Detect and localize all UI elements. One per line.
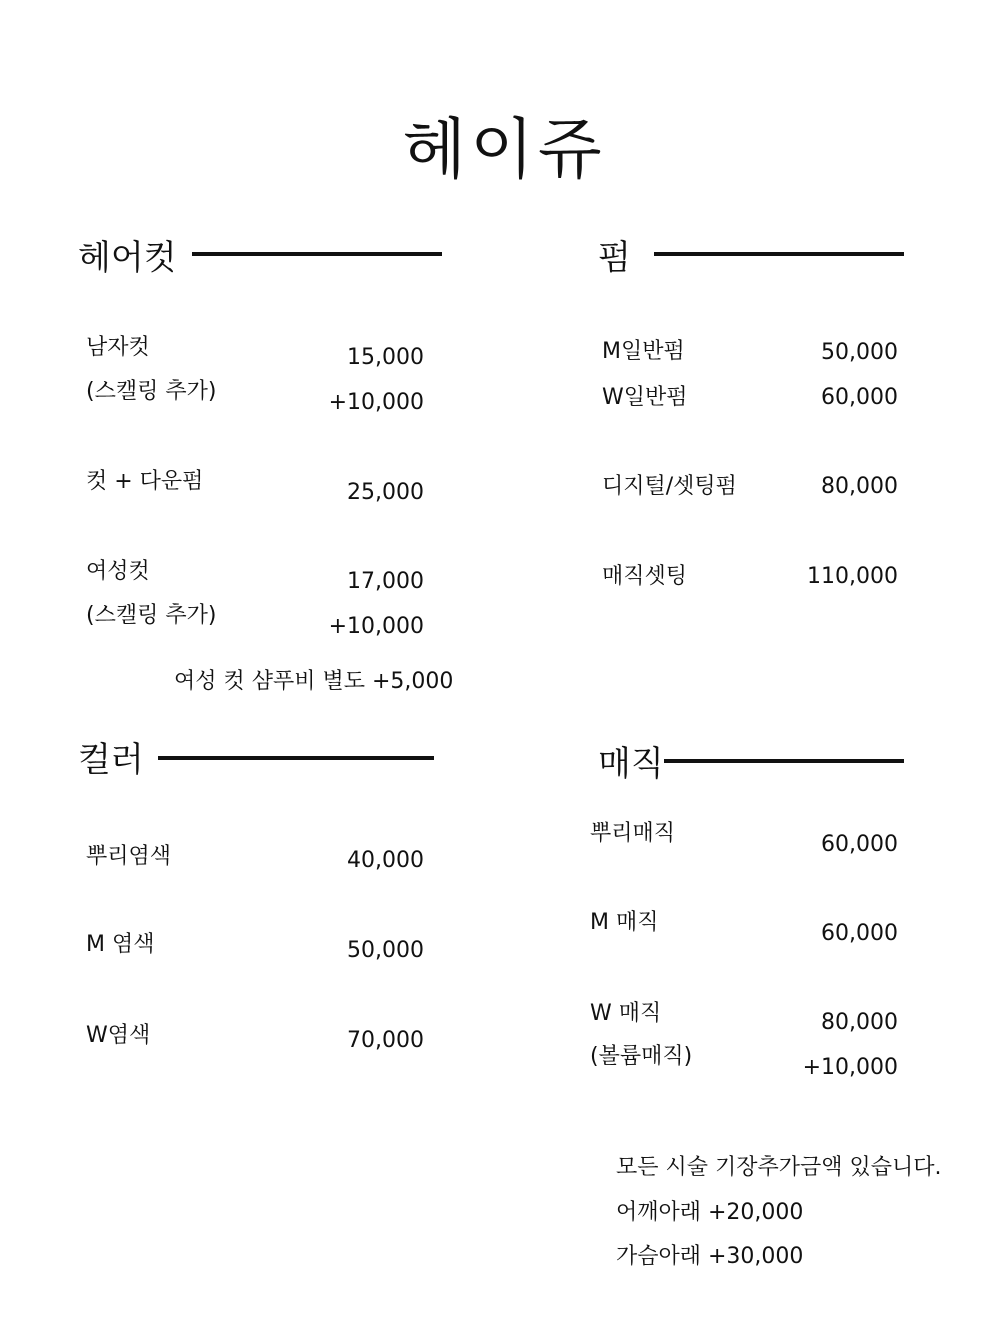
magic-rule bbox=[664, 759, 904, 763]
haircut-heading: 헤어컷 bbox=[78, 238, 177, 278]
w-dye-price: 70,000 bbox=[347, 1028, 424, 1053]
women-cut-label: 여성컷 bbox=[86, 559, 150, 584]
m-dye-price: 50,000 bbox=[347, 938, 424, 963]
digital-perm-label: 디지털/셋팅펌 bbox=[602, 474, 737, 499]
m-perm-price: 50,000 bbox=[821, 340, 898, 365]
volume-magic-price: +10,000 bbox=[802, 1055, 898, 1080]
color-rule bbox=[158, 756, 434, 760]
magic-heading: 매직 bbox=[598, 744, 664, 784]
cut-downperm-label: 컷 + 다운펌 bbox=[86, 469, 204, 494]
women-cut-price: 17,000 bbox=[347, 569, 424, 594]
w-perm-label: W일반펌 bbox=[602, 385, 688, 410]
w-dye-label: W염색 bbox=[86, 1023, 151, 1048]
women-scaling-price: +10,000 bbox=[328, 614, 424, 639]
men-cut-label: 남자컷 bbox=[86, 335, 150, 360]
root-dye-price: 40,000 bbox=[347, 848, 424, 873]
chest-surcharge: 가슴아래 +30,000 bbox=[616, 1244, 804, 1269]
digital-perm-price: 80,000 bbox=[821, 474, 898, 499]
root-magic-label: 뿌리매직 bbox=[590, 821, 676, 846]
men-cut-price: 15,000 bbox=[347, 345, 424, 370]
w-magic-price: 80,000 bbox=[821, 1010, 898, 1035]
w-magic-label: W 매직 bbox=[590, 1001, 662, 1026]
haircut-rule bbox=[192, 252, 442, 256]
shoulder-surcharge: 어깨아래 +20,000 bbox=[616, 1200, 804, 1225]
w-perm-price: 60,000 bbox=[821, 385, 898, 410]
m-perm-label: M일반펌 bbox=[602, 339, 685, 364]
m-magic-price: 60,000 bbox=[821, 921, 898, 946]
magic-setting-label: 매직셋팅 bbox=[602, 564, 688, 589]
shampoo-note: 여성 컷 샴푸비 별도 +5,000 bbox=[174, 669, 454, 694]
men-scaling-price: +10,000 bbox=[328, 390, 424, 415]
men-scaling-label: (스캘링 추가) bbox=[86, 379, 217, 404]
women-scaling-label: (스캘링 추가) bbox=[86, 603, 217, 628]
root-dye-label: 뿌리염색 bbox=[86, 844, 172, 869]
m-magic-label: M 매직 bbox=[590, 910, 659, 935]
magic-setting-price: 110,000 bbox=[807, 564, 898, 589]
cut-downperm-price: 25,000 bbox=[347, 480, 424, 505]
color-heading: 컬러 bbox=[78, 740, 144, 780]
page-title: 헤이쥬 bbox=[402, 111, 606, 188]
volume-magic-label: (볼륨매직) bbox=[590, 1044, 693, 1069]
root-magic-price: 60,000 bbox=[821, 832, 898, 857]
perm-rule bbox=[654, 252, 904, 256]
m-dye-label: M 염색 bbox=[86, 932, 155, 957]
length-surcharge-note: 모든 시술 기장추가금액 있습니다. bbox=[616, 1155, 942, 1180]
perm-heading: 펌 bbox=[598, 238, 631, 278]
